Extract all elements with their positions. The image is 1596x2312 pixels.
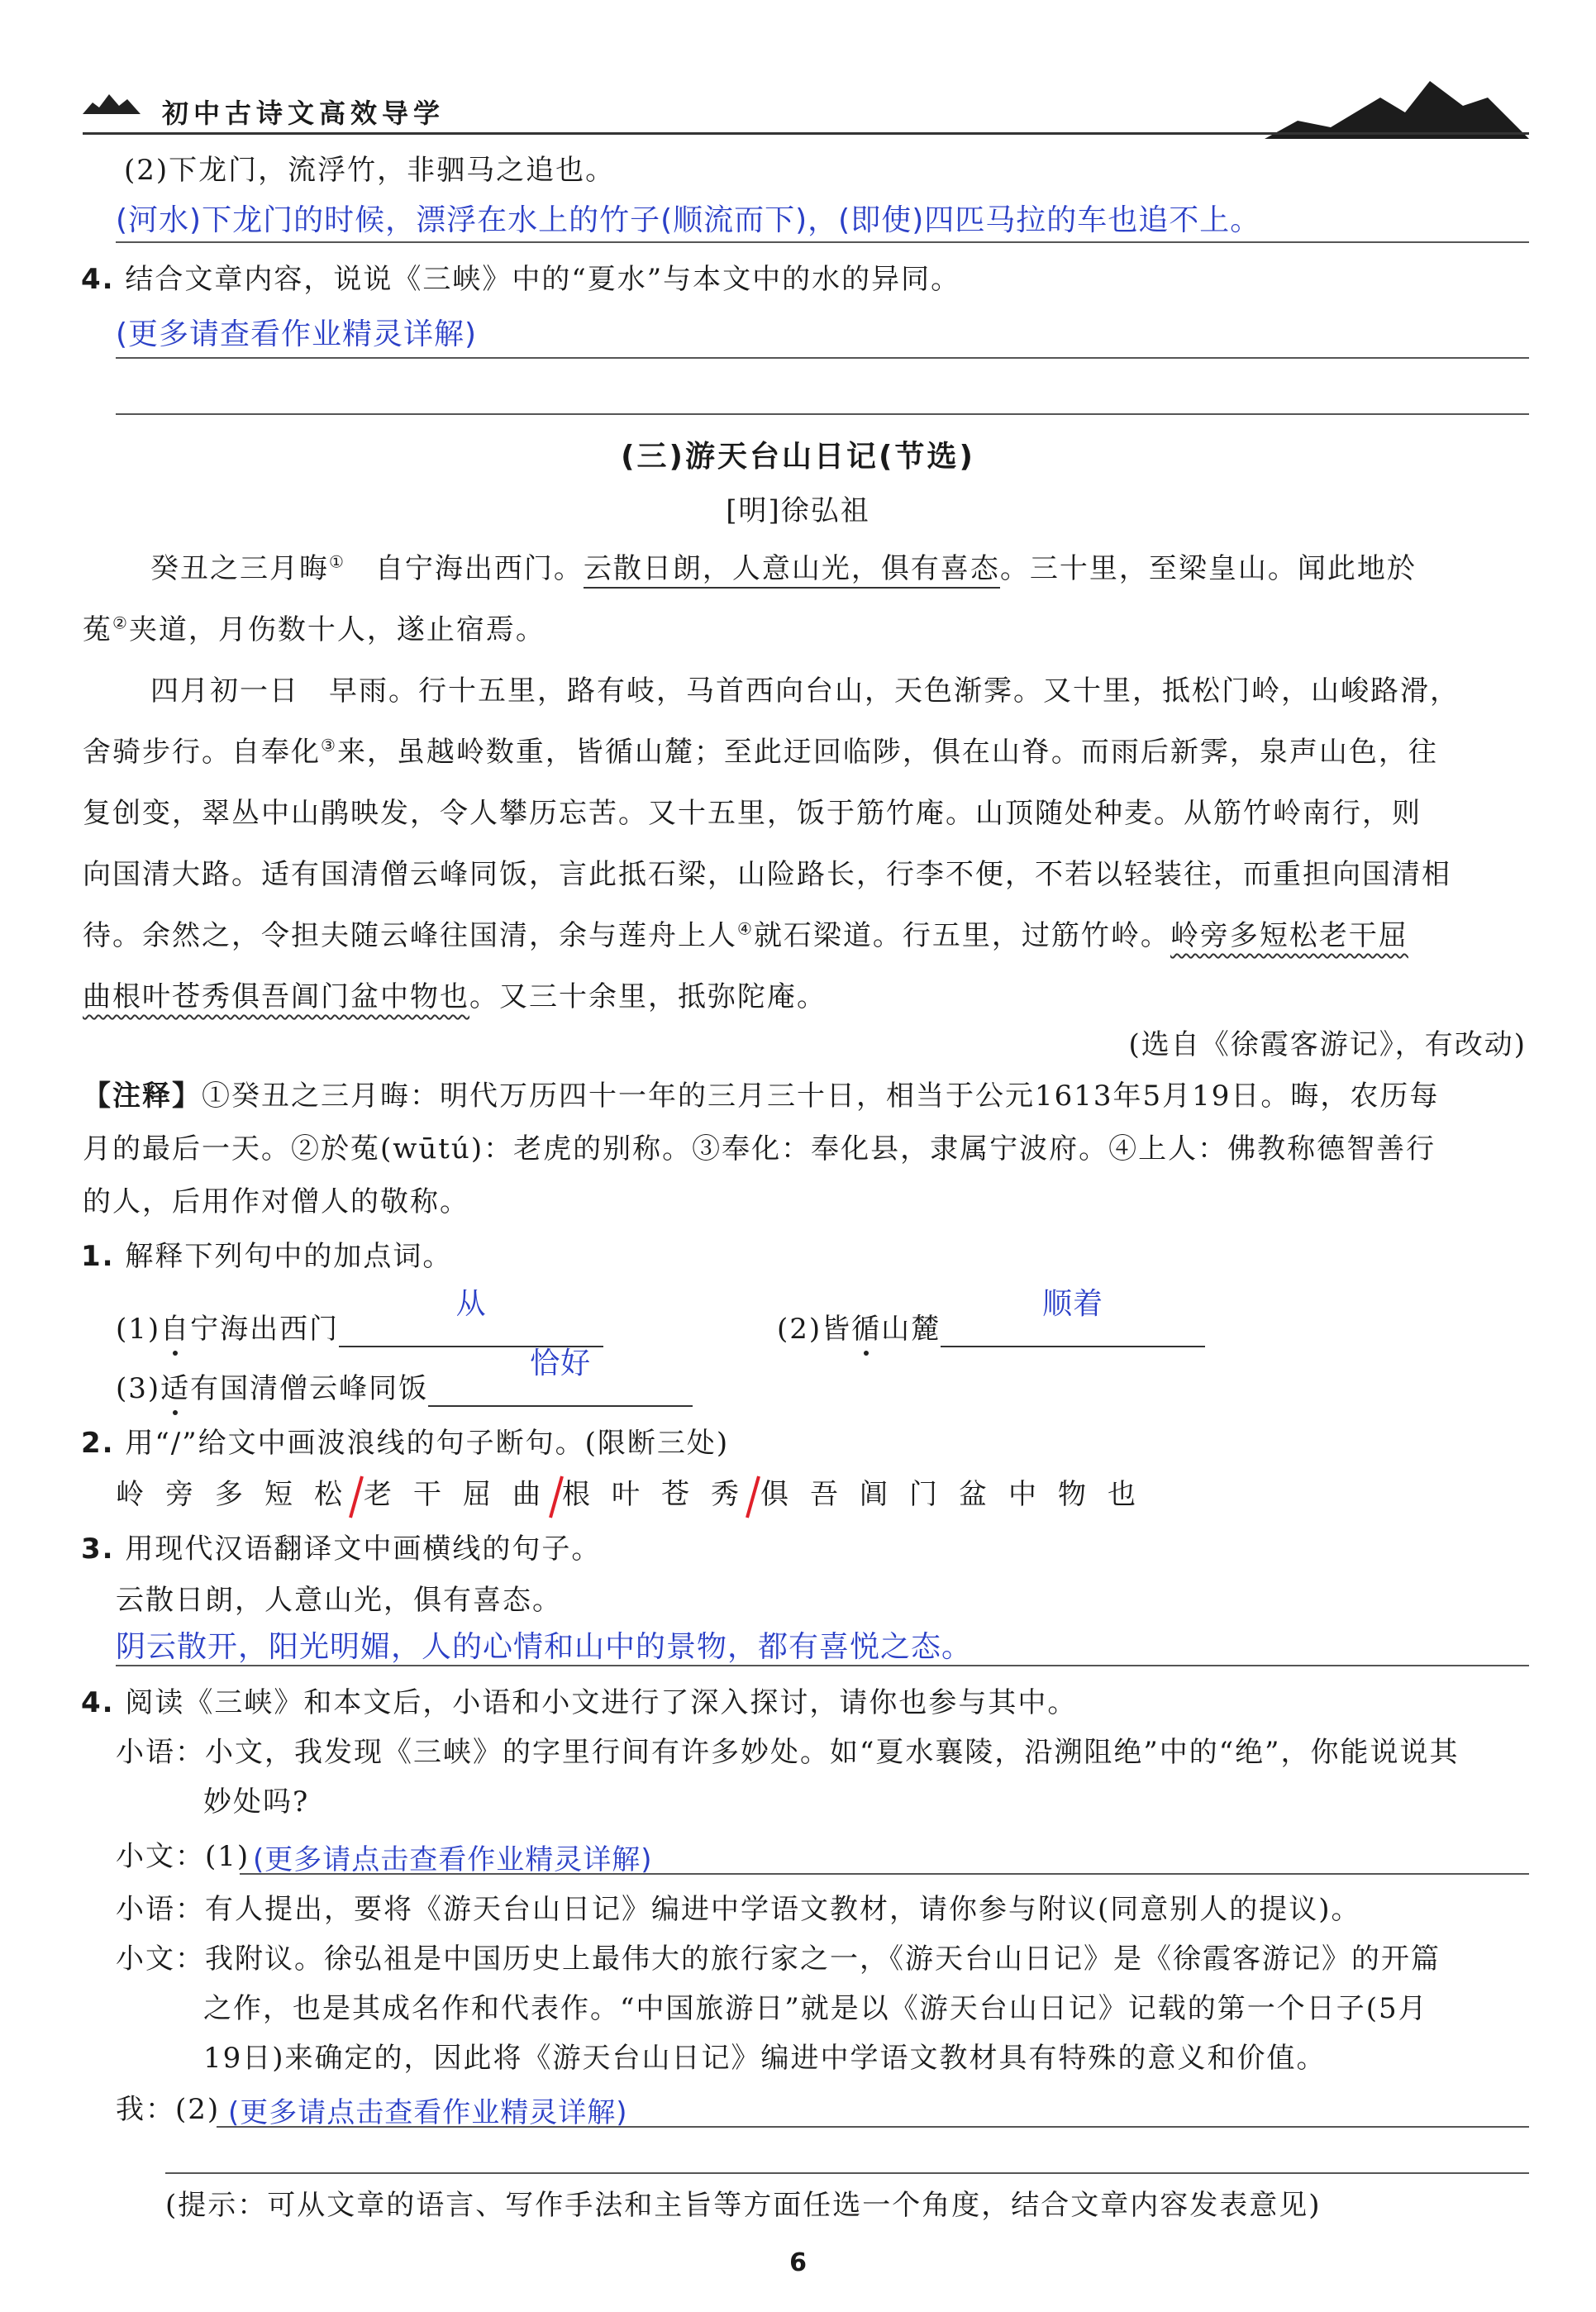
q4-me: [116, 2093, 220, 2126]
q2-char: 叶: [612, 1478, 641, 1511]
q2-char: 门: [909, 1478, 939, 1511]
slash-mark: [350, 1476, 362, 1518]
q3-item2: (2)下龙门，流浮竹，非驷马之追也。: [124, 154, 616, 187]
dotted-word: 适: [160, 1372, 191, 1405]
notes-label: 【注释】: [83, 1080, 202, 1113]
answer-rule: [116, 1665, 1529, 1666]
slash-mark: [550, 1476, 562, 1518]
q4-xiaowen-2b: 之作，也是其成名作和代表作。“中国旅游日”就是以《游天台山日记》记载的第一个日子(5月: [203, 1992, 1428, 2025]
notes-line3: 的人，后用作对僧人的敬称。: [83, 1185, 469, 1218]
q4-xiaowen-2a: 小文：我附议。徐弘祖是中国历史上最伟大的旅行家之一，《游天台山日记》是《徐霞客游记》的开篇: [116, 1943, 1441, 1976]
text: 来，虽越岭数重，皆循山麓；至此迂回临陟，俱在山脊。而雨后新霁，泉声山色，往: [336, 736, 1438, 769]
text: 癸丑之三月晦: [150, 552, 329, 585]
q2-number: 2.: [81, 1427, 115, 1460]
text: (1): [116, 1313, 161, 1346]
text: 夹道，月伤数十人，遂止宿焉。: [128, 613, 545, 646]
q1-text: 解释下列句中的加点词。: [125, 1240, 453, 1273]
answer-rule: [240, 1873, 1529, 1875]
text: (2)皆: [777, 1313, 852, 1346]
text: 我：(2): [116, 2093, 221, 2126]
q2-char: 屈: [463, 1478, 493, 1511]
q4-number: 4.: [81, 263, 115, 296]
slash-mark: [747, 1476, 759, 1518]
text: 舍骑步行。自奉化: [83, 736, 321, 769]
article-p2-line1: 四月初一日 早雨。行十五里，路有岐，马首西向台山，天色渐霁。又十里，抵松门岭，山峻路滑，: [150, 675, 1460, 708]
text: 小文：(1): [116, 1840, 250, 1873]
q4-me-answer-link[interactable]: (更多请点击查看作业精灵详解): [228, 2096, 628, 2129]
q3-item2-answer: (河水)下龙门的时候，漂浮在水上的竹子(顺流而下)，(即使)四匹马拉的车也追不上。: [116, 203, 1261, 237]
article-title: (三)游天台山日记(节选): [621, 440, 975, 474]
text: 。又三十余里，抵弥陀庵。: [469, 980, 827, 1013]
q2-char: 旁: [165, 1478, 195, 1511]
q1-answer-1: 从: [455, 1287, 487, 1321]
wavy-sentence: 岭旁多短松老干屈: [1170, 919, 1408, 952]
q4-xiaowen-1-answer-link[interactable]: (更多请点击查看作业精灵详解): [253, 1843, 653, 1876]
q2-char: 岭: [116, 1478, 145, 1511]
q4-xiaoyu-1b: 妙处吗?: [203, 1785, 310, 1819]
q4b-number: 4.: [81, 1686, 115, 1719]
q2-char: 盆: [959, 1478, 989, 1511]
article-p2-line3: 复创变，翠丛中山鹃映发，令人攀历忘苦。又十五里，饭于筋竹庵。山顶随处种麦。从筋竹岭南行，则: [83, 797, 1422, 830]
q4-hint: (提示：可从文章的语言、写作手法和主旨等方面任选一个角度，结合文章内容发表意见): [165, 2189, 1322, 2222]
text: 有国清僧云峰同饭: [190, 1372, 429, 1405]
note-marker: ②: [112, 613, 129, 633]
notes-line2: 月的最后一天。②於菟(wūtú)：老虎的别称。③奉化：奉化县，隶属宁波府。④上人：佛教称德智善行: [83, 1132, 1436, 1166]
q2-char: 干: [413, 1478, 443, 1511]
q2-char: 中: [1008, 1478, 1038, 1511]
note-marker: ①: [329, 551, 345, 572]
q2-char: 阊: [860, 1478, 889, 1511]
text: ①癸丑之三月晦：明代万历四十一年的三月三十日，相当于公元1613年5月19日。晦，农历每: [202, 1080, 1440, 1113]
q4-xiaowen-1: [116, 1840, 250, 1873]
q4b-prompt: [81, 1686, 1077, 1719]
q2-char: 也: [1108, 1478, 1137, 1511]
text: (3): [116, 1372, 161, 1405]
text: 待。余然之，令担夫随云峰往国清，余与莲舟上人: [83, 919, 737, 952]
q2-char: 俱: [760, 1478, 790, 1511]
answer-rule: [217, 2126, 1529, 2128]
q2-char: 短: [264, 1478, 294, 1511]
q4-text: 结合文章内容，说说《三峡》中的“夏水”与本文中的水的异同。: [125, 263, 961, 296]
q4-xiaoyu-2: 小语：有人提出，要将《游天台山日记》编进中学语文教材，请你参与附议(同意别人的提议)。: [116, 1893, 1361, 1926]
dotted-word: 自: [160, 1313, 191, 1346]
q2-char: 曲: [512, 1478, 542, 1511]
note-marker: ③: [321, 735, 337, 756]
q2-char: 吾: [810, 1478, 840, 1511]
q1-answer-2: 顺着: [1042, 1287, 1104, 1321]
dotted-word: 循: [851, 1313, 882, 1346]
q2-char: 松: [314, 1478, 344, 1511]
underlined-sentence: 云散日朗，人意山光，俱有喜态: [584, 552, 1000, 589]
q3-number: 3.: [81, 1533, 115, 1566]
article-p2-line4: 向国清大路。适有国清僧云峰同饭，言此抵石梁，山险路长，行李不便，不若以轻装往，而重担向国清相: [83, 858, 1451, 891]
answer-rule: [165, 2172, 1529, 2174]
q1-number: 1.: [81, 1240, 115, 1273]
page-number: 6: [789, 2248, 807, 2277]
q4-answer-link[interactable]: (更多请查看作业精灵详解): [116, 317, 478, 351]
q3-prompt: [81, 1533, 601, 1566]
text: 自宁海出西门。: [345, 552, 584, 585]
article-source: (选自《徐霞客游记》，有改动): [1128, 1028, 1527, 1061]
text: 就石梁道。行五里，过筋竹岭。: [753, 919, 1170, 952]
q4-xiaoyu-1a: 小语：小文，我发现《三峡》的字里行间有许多妙处。如“夏水襄陵，沿溯阻绝”中的“绝”，你能说说其: [116, 1736, 1460, 1769]
q3-text: 用现代汉语翻译文中画横线的句子。: [125, 1533, 602, 1566]
text: 。三十里，至梁皇山。闻此地於: [999, 552, 1417, 585]
text: 宁海出西门: [190, 1313, 340, 1346]
q2-char: 老: [364, 1478, 393, 1511]
q3-answer: 阴云散开，阳光明媚，人的心情和山中的景物，都有喜悦之态。: [116, 1630, 973, 1664]
text: 菟: [83, 613, 112, 646]
q3-sentence: 云散日朗，人意山光，俱有喜态。: [116, 1584, 562, 1617]
q2-char: 根: [562, 1478, 592, 1511]
text: 山麓: [881, 1313, 941, 1346]
q4-xiaowen-2c: 19日)来确定的，因此将《游天台山日记》编进中学语文教材具有特殊的意义和价值。: [203, 2042, 1327, 2075]
article-author: [明]徐弘祖: [726, 494, 870, 527]
q2-text: 用“/”给文中画波浪线的句子断句。(限断三处): [125, 1427, 730, 1460]
q2-char: 物: [1058, 1478, 1088, 1511]
q2-char: 多: [215, 1478, 245, 1511]
header-title: 初中古诗文高效导学: [162, 98, 445, 129]
note-marker: ④: [737, 918, 754, 939]
q1-answer-3: 恰好: [530, 1347, 592, 1380]
wavy-sentence: 曲根叶苍秀俱吾阊门盆中物也: [83, 980, 469, 1013]
q2-char: 苍: [661, 1478, 691, 1511]
q2-char: 秀: [711, 1478, 741, 1511]
q4b-text: 阅读《三峡》和本文后，小语和小文进行了深入探讨，请你也参与其中。: [125, 1686, 1078, 1719]
